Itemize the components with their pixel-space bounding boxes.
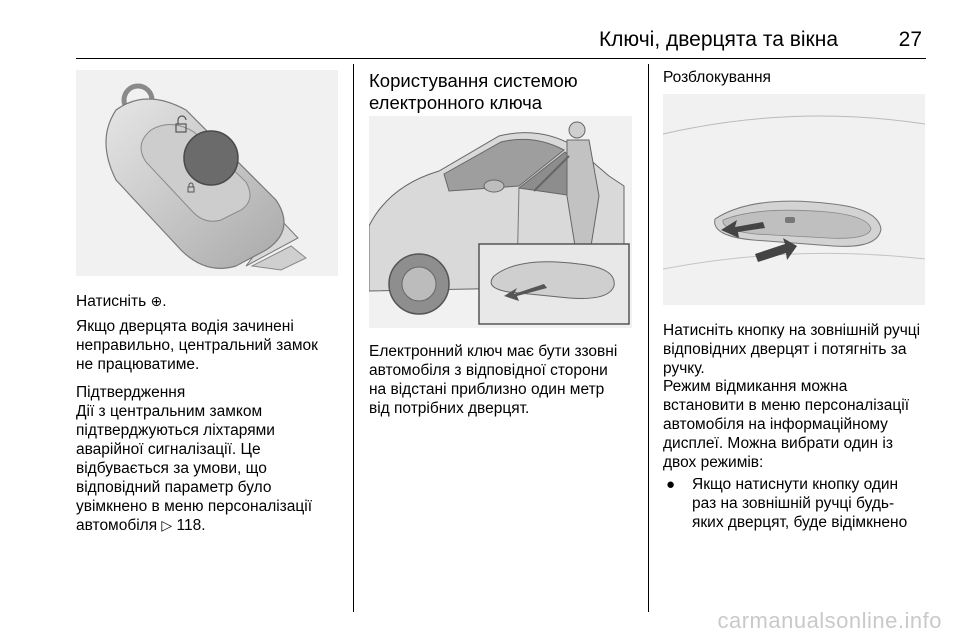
confirmation-section (76, 383, 351, 536)
press-lock-line (76, 292, 346, 312)
press-lock-text: Натисніть (76, 293, 147, 310)
text-line: не працюватиме. (76, 356, 200, 373)
text-line: Дії з центральним замком (76, 403, 263, 420)
list-item (666, 475, 938, 535)
text-line: на відстані приблизно один метр (369, 381, 605, 398)
confirmation-heading: Підтвердження (76, 384, 186, 401)
press-lock-end: . (162, 293, 167, 310)
unlocking-heading-block (663, 68, 933, 87)
page-number: 27 (898, 28, 922, 51)
door-handle-illustration (663, 94, 925, 305)
car-and-person-illustration (369, 116, 632, 328)
page-reference-link[interactable]: 118. (176, 517, 206, 534)
text-line: відповідних дверцят і потягніть за (663, 341, 907, 358)
text-line: Натисніть кнопку на зовнішній ручці (663, 322, 921, 339)
text-line: неправильно, центральний замок (76, 337, 318, 354)
text-line: аварійної сигналізації. Це (76, 441, 261, 458)
text-line: автомобіля на інформаційному (663, 416, 888, 433)
column-divider-2 (648, 64, 649, 612)
text-line: Якщо дверцята водія зачинені (76, 318, 294, 335)
unlock-mode-paragraph (663, 377, 938, 472)
header-divider (76, 58, 926, 59)
page-header (76, 26, 926, 54)
door-warning-paragraph (76, 317, 351, 374)
text-line: ручку. (663, 360, 705, 377)
text-line: від потрібних дверцят. (369, 400, 530, 417)
text-line: дисплеї. Можна вибрати один із (663, 435, 893, 452)
text-line: автомобіля з відповідної сторони (369, 362, 608, 379)
electronic-key-paragraph (369, 342, 644, 418)
page-title: Ключі, дверцята та вікна (598, 28, 838, 51)
column-divider-1 (353, 64, 354, 612)
text-line: Режим відмикання можна (663, 378, 848, 395)
text-line: увімкнено в меню персоналізації (76, 498, 313, 515)
text-line: Якщо натиснути кнопку один (692, 476, 899, 493)
text-line: Електронний ключ має бути ззовні (369, 343, 618, 360)
lock-icon: ⊕ (150, 294, 163, 310)
key-fob-illustration (76, 70, 338, 276)
text-line: відповідний параметр було (76, 479, 272, 496)
text-line: раз на зовнішній ручці будь- (692, 495, 895, 512)
bullet-dot: ● (666, 476, 676, 493)
unlocking-heading: Розблокування (663, 69, 771, 86)
section-heading-electronic-key: Користування системою електронного ключа (369, 70, 578, 113)
bullet-text (692, 475, 932, 532)
text-line: яких дверцят, буде відімкнено (692, 514, 908, 531)
triangle-arrow-icon: ▷ (161, 518, 173, 534)
text-line: відбувається за умови, що (76, 460, 267, 477)
text-line: двох режимів: (663, 454, 764, 471)
text-line: підтверджуються ліхтарями (76, 422, 275, 439)
unlock-press-paragraph (663, 321, 938, 378)
watermark: carmanualsonline.info (717, 608, 942, 633)
text-line: встановити в меню персоналізації (663, 397, 910, 414)
text-line: автомобіля (76, 517, 158, 534)
